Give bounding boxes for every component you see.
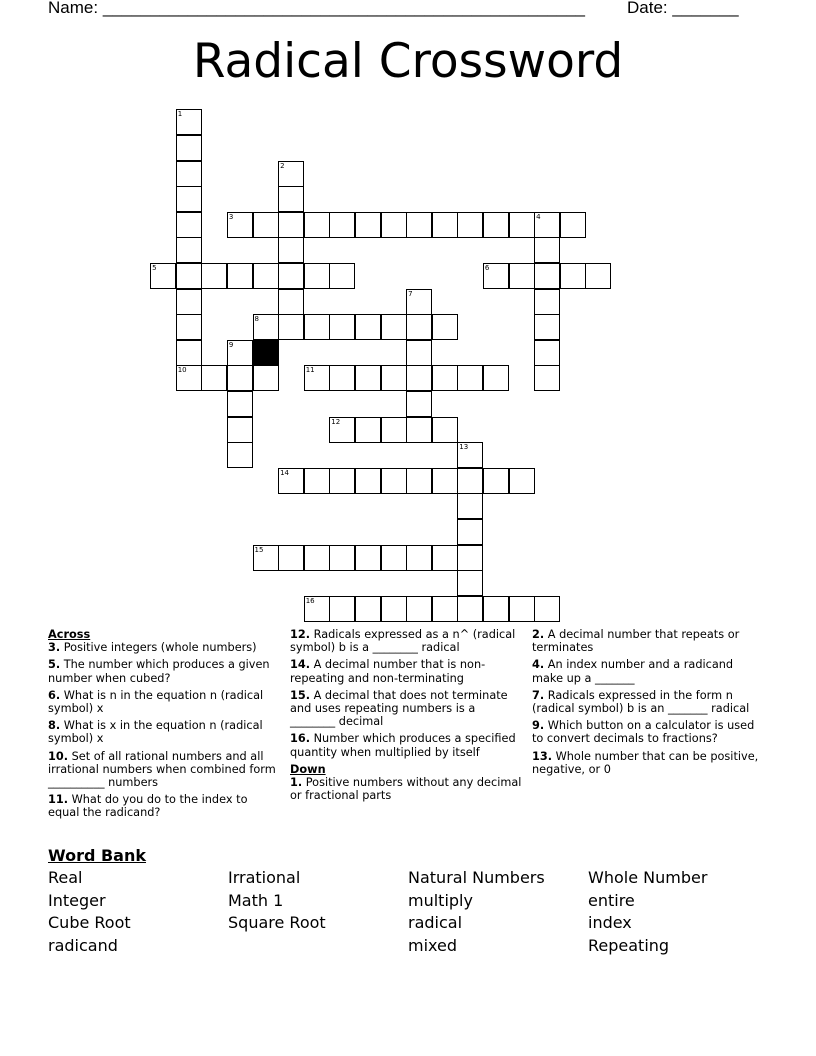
grid-cell[interactable] — [304, 596, 330, 622]
page-title: Radical Crossword — [192, 34, 624, 89]
word-bank-item: Square Root — [228, 913, 326, 932]
grid-cell[interactable] — [253, 212, 279, 238]
grid-cell[interactable] — [560, 263, 586, 289]
grid-cell[interactable] — [483, 468, 509, 494]
grid-cell[interactable] — [201, 365, 227, 391]
clue-text: Positive integers (whole numbers) — [60, 641, 257, 655]
word-bank-item: radical — [408, 913, 463, 932]
clue-number-9: 9 — [228, 340, 234, 349]
clue-number-15: 15 — [254, 545, 264, 554]
clue-number: 6. — [48, 688, 61, 702]
grid-cell[interactable] — [304, 212, 330, 238]
across-heading: Across — [48, 628, 91, 641]
word-bank-item: radicand — [48, 936, 118, 955]
clue-text: What do you do to the index to equal the radicand? — [48, 793, 248, 820]
word-bank-item: Repeating — [588, 936, 670, 955]
grid-cell[interactable] — [534, 340, 560, 366]
grid-cell[interactable] — [432, 314, 458, 340]
grid-cell[interactable] — [176, 314, 202, 340]
grid-cell[interactable] — [176, 109, 202, 135]
grid-cell[interactable] — [585, 263, 611, 289]
clue-text: What is x in the equation n (radical symbol) x — [48, 719, 263, 746]
clue-7 — [532, 689, 764, 715]
grid-cell[interactable] — [355, 545, 381, 571]
clues-column-1 — [48, 628, 280, 824]
word-bank-item: Whole Number — [588, 868, 708, 887]
grid-cell[interactable] — [534, 365, 560, 391]
grid-cell[interactable] — [483, 365, 509, 391]
grid-cell[interactable] — [406, 545, 432, 571]
grid-cell[interactable] — [406, 289, 432, 315]
grid-cell[interactable] — [304, 365, 330, 391]
grid-cell[interactable] — [509, 596, 535, 622]
word-bank-item: Integer — [48, 891, 106, 910]
grid-cell[interactable] — [457, 212, 483, 238]
grid-cell[interactable] — [457, 596, 483, 622]
name-line: ___________________________________________________ — [102, 0, 585, 17]
clue-5 — [48, 658, 280, 684]
grid-cell[interactable] — [381, 596, 407, 622]
grid-cell[interactable] — [355, 212, 381, 238]
grid-cell[interactable] — [176, 237, 202, 263]
grid-cell[interactable] — [304, 545, 330, 571]
grid-cell[interactable] — [534, 596, 560, 622]
grid-cell[interactable] — [329, 468, 355, 494]
grid-cell[interactable] — [227, 442, 253, 468]
clue-number: 10. — [48, 749, 69, 763]
clue-number-4: 4 — [536, 212, 541, 221]
clue-text: The number which produces a given number when cubed? — [48, 658, 270, 685]
grid-cell[interactable] — [329, 365, 355, 391]
grid-cell[interactable] — [534, 212, 560, 238]
grid-cell[interactable] — [176, 186, 202, 212]
clue-number-12: 12 — [331, 417, 341, 426]
black-cell — [253, 340, 279, 366]
grid-cell[interactable] — [253, 365, 279, 391]
grid-cell[interactable] — [381, 545, 407, 571]
grid-cell[interactable] — [509, 468, 535, 494]
grid-cell[interactable] — [201, 263, 227, 289]
grid-cell[interactable] — [227, 212, 253, 238]
word-bank-item: Real — [48, 868, 83, 887]
date-label: Date: — [627, 0, 668, 17]
grid-cell[interactable] — [355, 596, 381, 622]
clue-13 — [532, 750, 764, 776]
grid-cell[interactable] — [534, 314, 560, 340]
clues-column-3 — [532, 628, 764, 780]
grid-cell[interactable] — [381, 365, 407, 391]
clue-number-16: 16 — [305, 596, 315, 605]
grid-cell[interactable] — [406, 391, 432, 417]
clue-2 — [532, 628, 764, 654]
word-bank-item: index — [588, 913, 632, 932]
clue-text: Set of all rational numbers and all irrational numbers when combined form __________ numbers — [48, 749, 276, 790]
clue-number-5: 5 — [152, 264, 157, 272]
word-bank-title: Word Bank — [48, 846, 147, 865]
grid-cell[interactable] — [457, 468, 483, 494]
clue-12 — [290, 628, 522, 654]
clue-text: Whole number that can be positive, negative, or 0 — [532, 749, 759, 776]
clue-number: 8. — [48, 719, 61, 733]
clue-text: A decimal that does not terminate and uses repeating numbers is a ________ decimal — [290, 688, 508, 729]
word-bank-item: Cube Root — [48, 913, 131, 932]
clue-3 — [48, 641, 280, 654]
grid-cell[interactable] — [381, 417, 407, 443]
word-bank-item: Irrational — [228, 868, 301, 887]
grid-cell[interactable] — [406, 417, 432, 443]
clue-14 — [290, 658, 522, 684]
clue-number: 3. — [48, 641, 61, 655]
clue-1 — [290, 776, 522, 802]
grid-cell[interactable] — [329, 212, 355, 238]
grid-cell[interactable] — [406, 596, 432, 622]
clue-text: An index number and a radicand make up a _______ — [532, 658, 734, 685]
clue-text: Radicals expressed as a n^ (radical symbol) b is a ________ radical — [290, 628, 516, 655]
clue-number: 5. — [48, 658, 61, 672]
grid-cell[interactable] — [483, 596, 509, 622]
grid-cell[interactable] — [329, 314, 355, 340]
grid-cell[interactable] — [432, 212, 458, 238]
word-bank-item: Math 1 — [228, 891, 284, 910]
grid-cell[interactable] — [227, 340, 253, 366]
grid-cell[interactable] — [355, 314, 381, 340]
word-bank-item: Natural Numbers — [408, 868, 545, 887]
clue-text: What is n in the equation n (radical symbol) x — [48, 688, 264, 716]
clue-number: 2. — [532, 628, 545, 641]
grid-cell[interactable] — [329, 417, 355, 443]
grid-cell[interactable] — [406, 468, 432, 494]
grid-cell[interactable] — [278, 186, 304, 212]
grid-cell[interactable] — [304, 263, 330, 289]
clue-11 — [48, 793, 280, 819]
grid-cell[interactable] — [227, 417, 253, 443]
clue-number: 4. — [532, 658, 545, 672]
clue-text: Which button on a calculator is used to convert decimals to fractions? — [532, 719, 755, 746]
clue-number: 11. — [48, 793, 69, 807]
down-heading: Down — [290, 762, 326, 776]
clue-number: 9. — [532, 719, 545, 733]
clue-number: 7. — [532, 688, 545, 702]
clue-number-13: 13 — [459, 443, 469, 452]
grid-cell[interactable] — [176, 365, 202, 391]
grid-cell[interactable] — [227, 391, 253, 417]
grid-cell[interactable] — [278, 545, 304, 571]
grid-cell[interactable] — [278, 212, 304, 238]
grid-cell[interactable] — [457, 519, 483, 545]
clue-number: 12. — [290, 628, 311, 641]
grid-cell[interactable] — [304, 468, 330, 494]
grid-cell[interactable] — [483, 212, 509, 238]
clue-number-7: 7 — [408, 289, 413, 298]
grid-cell[interactable] — [227, 365, 253, 391]
clue-number-11: 11 — [305, 366, 315, 375]
grid-cell[interactable] — [253, 263, 279, 289]
clue-number: 13. — [532, 749, 553, 763]
word-bank-item: mixed — [408, 936, 458, 955]
clue-text: Positive numbers without any decimal or fractional parts — [290, 776, 522, 803]
grid-cell[interactable] — [176, 135, 202, 161]
date-line: _______ — [672, 0, 739, 17]
grid-cell[interactable] — [457, 493, 483, 519]
grid-cell[interactable] — [355, 468, 381, 494]
grid-cell[interactable] — [176, 212, 202, 238]
clue-number-10: 10 — [177, 366, 187, 375]
grid-cell[interactable] — [278, 263, 304, 289]
clue-number: 16. — [290, 732, 311, 746]
grid-cell[interactable] — [278, 314, 304, 340]
grid-cell[interactable] — [406, 365, 432, 391]
clue-10 — [48, 750, 280, 790]
grid-cell[interactable] — [381, 314, 407, 340]
grid-cell[interactable] — [176, 340, 202, 366]
grid-cell[interactable] — [432, 468, 458, 494]
grid-cell[interactable] — [278, 161, 304, 187]
clue-number: 15. — [290, 688, 311, 702]
name-label: Name: — [48, 0, 99, 17]
grid-cell[interactable] — [253, 314, 279, 340]
grid-cell[interactable] — [227, 263, 253, 289]
clues-column-2 — [290, 628, 522, 806]
grid-cell[interactable] — [483, 263, 509, 289]
grid-cell[interactable] — [176, 289, 202, 315]
clue-text: A decimal number that is non-repeating and non-terminating — [290, 658, 486, 685]
clue-16 — [290, 732, 522, 758]
grid-cell[interactable] — [278, 289, 304, 315]
grid-cell[interactable] — [457, 365, 483, 391]
grid-cell[interactable] — [355, 417, 381, 443]
grid-cell[interactable] — [278, 237, 304, 263]
grid-cell[interactable] — [432, 596, 458, 622]
grid-cell[interactable] — [329, 263, 355, 289]
clue-text: Number which produces a specified quantity when multiplied by itself — [290, 732, 516, 759]
grid-cell[interactable] — [457, 442, 483, 468]
grid-cell[interactable] — [176, 161, 202, 187]
clue-number-14: 14 — [280, 468, 290, 477]
grid-cell[interactable] — [509, 212, 535, 238]
grid-cell[interactable] — [457, 545, 483, 571]
grid-cell[interactable] — [176, 263, 202, 289]
grid-cell[interactable] — [150, 263, 176, 289]
grid-cell[interactable] — [534, 237, 560, 263]
clue-number-2: 2 — [280, 161, 285, 170]
grid-cell[interactable] — [509, 263, 535, 289]
clue-number: 1. — [290, 776, 303, 790]
clue-number: 14. — [290, 658, 311, 672]
grid-cell[interactable] — [355, 365, 381, 391]
grid-cell[interactable] — [329, 596, 355, 622]
clue-15 — [290, 689, 522, 729]
clue-6 — [48, 689, 280, 715]
grid-cell[interactable] — [381, 212, 407, 238]
grid-cell[interactable] — [534, 289, 560, 315]
clue-4 — [532, 658, 764, 684]
grid-cell[interactable] — [381, 468, 407, 494]
word-bank-item: entire — [588, 891, 635, 910]
grid-cell[interactable] — [432, 417, 458, 443]
clue-text: A decimal number that repeats or terminates — [532, 628, 740, 655]
grid-cell[interactable] — [432, 545, 458, 571]
clue-8 — [48, 719, 280, 745]
clue-number-1: 1 — [177, 110, 183, 119]
clue-number-6: 6 — [484, 264, 490, 272]
clue-number-3: 3 — [228, 212, 234, 221]
grid-cell[interactable] — [406, 314, 432, 340]
clue-text: Radicals expressed in the form n (radical symbol) b is an _______ radical — [532, 688, 750, 716]
grid-cell[interactable] — [432, 365, 458, 391]
grid-cell[interactable] — [406, 212, 432, 238]
grid-cell[interactable] — [457, 570, 483, 596]
grid-cell[interactable] — [304, 314, 330, 340]
clue-number-8: 8 — [254, 315, 259, 324]
word-bank-item: multiply — [408, 891, 473, 910]
grid-cell[interactable] — [560, 212, 586, 238]
clue-9 — [532, 719, 764, 745]
grid-cell[interactable] — [253, 545, 279, 571]
grid-cell[interactable] — [278, 468, 304, 494]
grid-cell[interactable] — [406, 340, 432, 366]
grid-cell[interactable] — [534, 263, 560, 289]
grid-cell[interactable] — [329, 545, 355, 571]
